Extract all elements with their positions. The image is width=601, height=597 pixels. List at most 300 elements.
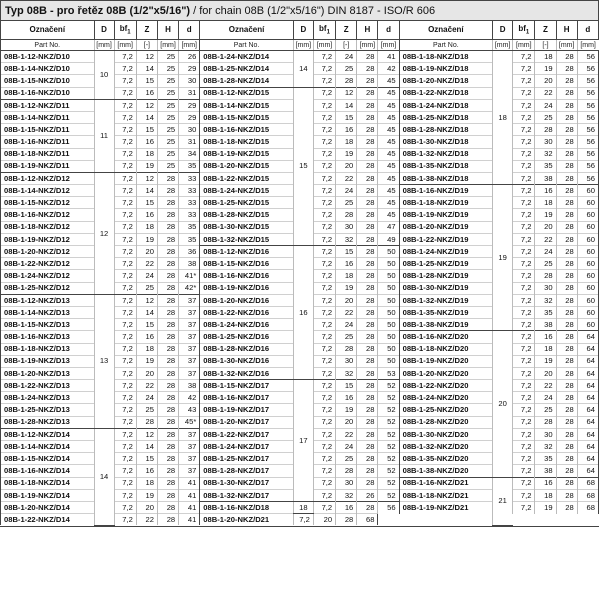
part-number: 08B-1-19-NKZ/D11	[1, 160, 95, 172]
part-number: 08B-1-14-NKZ/D15	[200, 99, 294, 111]
unit-part-no: Part No.	[200, 40, 294, 51]
z-value: 14	[136, 441, 157, 453]
table-title	[0, 0, 599, 20]
z-value: 20	[336, 416, 357, 428]
part-number: 08B-1-18-NKZ/D20	[399, 343, 493, 355]
bore-diameter-group: 18	[293, 501, 313, 513]
bf1-value: 7,2	[313, 489, 335, 501]
part-number: 08B-1-16-NKZ/D17	[200, 392, 294, 404]
part-number: 08B-1-16-NKZ/D15	[200, 124, 294, 136]
z-value: 24	[535, 99, 556, 111]
h-value: 28	[357, 136, 378, 148]
z-value: 16	[535, 477, 556, 489]
d-value: 45	[378, 209, 399, 221]
bf1-value: 7,2	[114, 404, 136, 416]
part-number: 08B-1-35-NKZ/D20	[399, 453, 493, 465]
bf1-value: 7,2	[513, 124, 535, 136]
bf1-value: 7,2	[513, 221, 535, 233]
d-value: 64	[577, 331, 598, 343]
part-number: 08B-1-25-NKZ/D14	[200, 63, 294, 75]
h-value: 28	[556, 185, 577, 197]
bore-diameter-group: 14	[293, 51, 313, 88]
z-value: 30	[535, 136, 556, 148]
h-value: 28	[556, 148, 577, 160]
part-number: 08B-1-24-NKZ/D14	[200, 51, 294, 63]
part-number: 08B-1-22-NKZ/D13	[1, 380, 95, 392]
bf1-value: 7,2	[513, 343, 535, 355]
h-value: 28	[157, 465, 178, 477]
z-value: 15	[136, 75, 157, 87]
z-value: 14	[136, 63, 157, 75]
part-number: 08B-1-14-NKZ/D10	[1, 63, 95, 75]
d-value: 42	[179, 392, 200, 404]
z-value: 32	[535, 294, 556, 306]
d-value: 60	[577, 319, 598, 331]
table-wrapper	[0, 20, 599, 527]
part-number: 08B-1-16-NKZ/D13	[1, 331, 95, 343]
z-value: 24	[336, 185, 357, 197]
part-number: 08B-1-19-NKZ/D18	[399, 63, 493, 75]
h-value: 28	[157, 380, 178, 392]
d-value: 41	[179, 489, 200, 501]
z-value: 25	[336, 197, 357, 209]
part-number: 08B-1-28-NKZ/D15	[200, 209, 294, 221]
d-value: 50	[378, 270, 399, 282]
part-number: 08B-1-22-NKZ/D18	[399, 87, 493, 99]
h-value: 26	[357, 489, 378, 501]
bf1-value: 7,2	[114, 392, 136, 404]
part-number: 08B-1-19-NKZ/D16	[200, 282, 294, 294]
h-value: 28	[556, 465, 577, 477]
z-value: 16	[136, 136, 157, 148]
part-number: 08B-1-25-NKZ/D13	[1, 404, 95, 416]
col-header-h: H	[556, 21, 577, 40]
bf1-value: 7,2	[513, 87, 535, 99]
part-number: 08B-1-12-NKZ/D13	[1, 294, 95, 306]
h-value: 28	[157, 233, 178, 245]
part-number: 08B-1-30-NKZ/D20	[399, 428, 493, 440]
bf1-value: 7,2	[293, 514, 313, 526]
h-value: 28	[157, 197, 178, 209]
h-value: 28	[357, 441, 378, 453]
d-value: 64	[577, 404, 598, 416]
h-value: 28	[556, 501, 577, 513]
h-value: 28	[357, 355, 378, 367]
bf1-value: 7,2	[313, 197, 335, 209]
part-number: 08B-1-19-NKZ/D15	[200, 148, 294, 160]
bf1-value: 7,2	[513, 136, 535, 148]
d-value: 37	[179, 343, 200, 355]
d-value: 33	[179, 185, 200, 197]
part-number: 08B-1-35-NKZ/D19	[399, 306, 493, 318]
d-value: 45	[378, 172, 399, 184]
col-header-d: D	[293, 21, 313, 40]
z-value: 28	[136, 416, 157, 428]
d-value: 37	[179, 319, 200, 331]
part-number: 08B-1-25-NKZ/D19	[399, 258, 493, 270]
bf1-value: 7,2	[114, 428, 136, 440]
h-value: 28	[357, 319, 378, 331]
bf1-value: 7,2	[114, 319, 136, 331]
bf1-value: 7,2	[313, 246, 335, 258]
d-value: 60	[577, 306, 598, 318]
h-value: 28	[556, 221, 577, 233]
h-value: 25	[157, 136, 178, 148]
d-value: 37	[179, 453, 200, 465]
h-value: 25	[157, 51, 178, 63]
part-number: 08B-1-28-NKZ/D20	[399, 416, 493, 428]
h-value: 28	[157, 246, 178, 258]
bf1-value: 7,2	[313, 331, 335, 343]
z-value: 18	[535, 197, 556, 209]
part-number: 08B-1-16-NKZ/D11	[1, 136, 95, 148]
z-value: 28	[336, 465, 357, 477]
part-number: 08B-1-15-NKZ/D15	[200, 111, 294, 123]
unit-h: [mm]	[157, 40, 178, 51]
part-number: 08B-1-28-NKZ/D16	[200, 343, 294, 355]
h-value: 28	[556, 477, 577, 489]
d-value: 64	[577, 441, 598, 453]
d-value: 56	[577, 87, 598, 99]
h-value: 28	[157, 270, 178, 282]
z-value: 20	[136, 246, 157, 258]
bf1-value: 7,2	[513, 270, 535, 282]
d-value: 60	[577, 197, 598, 209]
bf1-value: 7,2	[313, 185, 335, 197]
d-value: 41	[378, 51, 399, 63]
part-number: 08B-1-19-NKZ/D19	[399, 209, 493, 221]
bf1-value: 7,2	[114, 124, 136, 136]
bf1-value: 7,2	[313, 282, 335, 294]
bf1-value: 7,2	[313, 51, 335, 63]
z-value: 18	[336, 270, 357, 282]
col-header-part-no: Označení	[1, 21, 95, 40]
h-value: 28	[157, 282, 178, 294]
part-number: 08B-1-28-NKZ/D17	[200, 465, 294, 477]
h-value: 28	[157, 294, 178, 306]
part-number: 08B-1-38-NKZ/D20	[399, 465, 493, 477]
bf1-value: 7,2	[513, 75, 535, 87]
h-value: 28	[357, 270, 378, 282]
d-value: 45	[378, 111, 399, 123]
h-value: 28	[157, 392, 178, 404]
unit-d: [mm]	[94, 40, 114, 51]
h-value: 28	[556, 233, 577, 245]
h-value: 28	[157, 428, 178, 440]
z-value: 15	[336, 246, 357, 258]
bf1-value: 7,2	[114, 306, 136, 318]
bf1-value: 7,2	[313, 453, 335, 465]
h-value: 28	[357, 75, 378, 87]
bf1-value: 7,2	[513, 185, 535, 197]
bf1-value: 7,2	[313, 258, 335, 270]
z-value: 19	[136, 355, 157, 367]
z-value: 22	[535, 380, 556, 392]
d-value: 56	[577, 136, 598, 148]
part-number: 08B-1-28-NKZ/D14	[200, 75, 294, 87]
subscript: 1	[326, 29, 330, 36]
h-value: 28	[157, 355, 178, 367]
z-value: 30	[535, 428, 556, 440]
bf1-value: 7,2	[313, 124, 335, 136]
h-value: 28	[556, 331, 577, 343]
part-number: 08B-1-19-NKZ/D12	[1, 233, 95, 245]
title-bold: Typ 08B - pro řetěz 08B (1/2"x5/16")	[5, 5, 191, 17]
h-value: 28	[357, 428, 378, 440]
z-value: 19	[336, 404, 357, 416]
part-number: 08B-1-30-NKZ/D16	[200, 355, 294, 367]
part-number: 08B-1-15-NKZ/D16	[200, 258, 294, 270]
h-value: 28	[556, 209, 577, 221]
bf1-value: 7,2	[114, 148, 136, 160]
d-value: 50	[378, 331, 399, 343]
part-number: 08B-1-15-NKZ/D10	[1, 75, 95, 87]
part-number: 08B-1-24-NKZ/D20	[399, 392, 493, 404]
bf1-value: 7,2	[313, 63, 335, 75]
unit-z: [-]	[136, 40, 157, 51]
h-value: 28	[357, 331, 378, 343]
d-value: 34	[179, 148, 200, 160]
h-value: 28	[357, 51, 378, 63]
z-value: 16	[136, 87, 157, 99]
bf1-value: 7,2	[513, 367, 535, 379]
col-header-bore-d: d	[577, 21, 598, 40]
d-value: 35	[179, 221, 200, 233]
d-value: 29	[179, 99, 200, 111]
part-number: 08B-1-30-NKZ/D19	[399, 282, 493, 294]
d-value: 50	[378, 319, 399, 331]
z-value: 12	[336, 87, 357, 99]
part-number: 08B-1-15-NKZ/D14	[1, 453, 95, 465]
h-value: 28	[556, 87, 577, 99]
header-row	[1, 21, 599, 40]
z-value: 20	[136, 501, 157, 513]
z-value: 22	[535, 87, 556, 99]
h-value: 28	[556, 453, 577, 465]
bf1-value: 7,2	[513, 306, 535, 318]
d-value: 52	[378, 428, 399, 440]
d-value: 45	[378, 87, 399, 99]
z-value: 19	[336, 282, 357, 294]
z-value: 20	[535, 221, 556, 233]
bf1-value: 7,2	[313, 221, 335, 233]
bf1-value: 7,2	[513, 501, 535, 513]
h-value: 28	[157, 221, 178, 233]
d-value: 31	[179, 87, 200, 99]
part-number: 08B-1-18-NKZ/D14	[1, 477, 95, 489]
d-value: 37	[179, 367, 200, 379]
d-value: 56	[577, 124, 598, 136]
z-value: 14	[336, 99, 357, 111]
bf1-value: 7,2	[513, 416, 535, 428]
part-number: 08B-1-24-NKZ/D19	[399, 246, 493, 258]
z-value: 24	[136, 270, 157, 282]
d-value: 45	[378, 148, 399, 160]
col-header-z: Z	[535, 21, 556, 40]
part-number: 08B-1-38-NKZ/D18	[399, 172, 493, 184]
h-value: 28	[357, 148, 378, 160]
h-value: 28	[357, 465, 378, 477]
part-number: 08B-1-22-NKZ/D19	[399, 233, 493, 245]
z-value: 22	[535, 233, 556, 245]
z-value: 18	[136, 221, 157, 233]
bf1-value: 7,2	[513, 209, 535, 221]
unit-part-no: Part No.	[1, 40, 95, 51]
part-number: 08B-1-22-NKZ/D14	[1, 514, 95, 526]
bf1-value: 7,2	[114, 221, 136, 233]
unit-z: [-]	[336, 40, 357, 51]
z-value: 16	[336, 258, 357, 270]
bf1-value: 7,2	[114, 367, 136, 379]
h-value: 28	[157, 514, 178, 526]
d-value: 45*	[179, 416, 200, 428]
h-value: 28	[157, 319, 178, 331]
z-value: 22	[136, 514, 157, 526]
part-number: 08B-1-30-NKZ/D15	[200, 221, 294, 233]
h-value: 28	[357, 282, 378, 294]
d-value: 35	[179, 160, 200, 172]
d-value: 45	[378, 197, 399, 209]
d-value: 52	[378, 441, 399, 453]
part-number: 08B-1-20-NKZ/D21	[200, 514, 294, 526]
part-number: 08B-1-12-NKZ/D10	[1, 51, 95, 63]
bf1-value: 7,2	[313, 209, 335, 221]
bf1-value: 7,2	[313, 160, 335, 172]
z-value: 19	[136, 233, 157, 245]
h-value: 28	[357, 124, 378, 136]
part-number: 08B-1-18-NKZ/D13	[1, 343, 95, 355]
h-value: 28	[556, 343, 577, 355]
d-value: 52	[378, 477, 399, 489]
h-value: 28	[157, 185, 178, 197]
d-value: 56	[577, 172, 598, 184]
d-value: 52	[378, 404, 399, 416]
d-value: 43	[179, 404, 200, 416]
part-number: 08B-1-24-NKZ/D17	[200, 441, 294, 453]
d-value: 56	[577, 160, 598, 172]
h-value: 25	[157, 63, 178, 75]
bf1-value: 7,2	[114, 441, 136, 453]
h-value: 28	[357, 172, 378, 184]
bf1-value: 7,2	[114, 380, 136, 392]
z-value: 28	[336, 75, 357, 87]
part-number: 08B-1-14-NKZ/D11	[1, 111, 95, 123]
part-number: 08B-1-16-NKZ/D20	[399, 331, 493, 343]
d-value: 56	[378, 501, 399, 513]
part-number: 08B-1-16-NKZ/D18	[200, 501, 294, 513]
part-number: 08B-1-20-NKZ/D17	[200, 416, 294, 428]
part-number: 08B-1-18-NKZ/D11	[1, 148, 95, 160]
z-value: 14	[136, 185, 157, 197]
h-value: 28	[357, 233, 378, 245]
part-number: 08B-1-12-NKZ/D16	[200, 246, 294, 258]
h-value: 28	[556, 246, 577, 258]
z-value: 15	[136, 453, 157, 465]
h-value: 25	[157, 148, 178, 160]
z-value: 22	[336, 172, 357, 184]
part-number: 08B-1-16-NKZ/D12	[1, 209, 95, 221]
part-number: 08B-1-16-NKZ/D14	[1, 465, 95, 477]
bf1-value: 7,2	[513, 111, 535, 123]
h-value: 28	[357, 111, 378, 123]
part-number: 08B-1-15-NKZ/D11	[1, 124, 95, 136]
z-value: 28	[336, 209, 357, 221]
h-value: 28	[357, 294, 378, 306]
h-value: 28	[157, 404, 178, 416]
h-value: 28	[157, 343, 178, 355]
unit-bf1: [mm]	[313, 40, 335, 51]
d-value: 56	[577, 51, 598, 63]
bf1-value: 7,2	[114, 355, 136, 367]
part-number: 08B-1-18-NKZ/D18	[399, 51, 493, 63]
part-number: 08B-1-15-NKZ/D12	[1, 197, 95, 209]
d-value: 37	[179, 355, 200, 367]
h-value: 28	[157, 172, 178, 184]
part-number: 08B-1-20-NKZ/D16	[200, 294, 294, 306]
d-value: 36	[179, 246, 200, 258]
bf1-value: 7,2	[513, 489, 535, 501]
z-value: 12	[136, 172, 157, 184]
bf1-value: 7,2	[313, 392, 335, 404]
d-value: 37	[179, 294, 200, 306]
part-number: 08B-1-25-NKZ/D15	[200, 197, 294, 209]
z-value: 16	[336, 124, 357, 136]
col-header-part-no: Označení	[200, 21, 294, 40]
h-value: 28	[556, 367, 577, 379]
col-header-d: D	[493, 21, 513, 40]
part-number: 08B-1-14-NKZ/D12	[1, 185, 95, 197]
bf1-value: 7,2	[513, 233, 535, 245]
z-value: 25	[136, 282, 157, 294]
d-value: 50	[378, 294, 399, 306]
d-value: 64	[577, 465, 598, 477]
d-value: 52	[378, 392, 399, 404]
part-number: 08B-1-19-NKZ/D17	[200, 404, 294, 416]
part-number: 08B-1-30-NKZ/D18	[399, 136, 493, 148]
part-number: 08B-1-12-NKZ/D15	[200, 87, 294, 99]
h-value: 28	[556, 428, 577, 440]
bf1-value: 7,2	[313, 428, 335, 440]
h-value: 25	[157, 160, 178, 172]
d-value: 30	[179, 124, 200, 136]
part-number: 08B-1-32-NKZ/D20	[399, 441, 493, 453]
z-value: 18	[535, 343, 556, 355]
bf1-value: 7,2	[114, 87, 136, 99]
bf1-value: 7,2	[114, 99, 136, 111]
d-value: 60	[577, 209, 598, 221]
bore-diameter-group: 18	[493, 51, 513, 185]
bf1-value: 7,2	[313, 75, 335, 87]
bf1-value: 7,2	[313, 367, 335, 379]
z-value: 30	[535, 282, 556, 294]
unit-bore-d: [mm]	[577, 40, 598, 51]
h-value: 25	[157, 111, 178, 123]
z-value: 38	[535, 465, 556, 477]
bf1-value: 7,2	[114, 477, 136, 489]
z-value: 14	[136, 306, 157, 318]
part-number: 08B-1-14-NKZ/D14	[1, 441, 95, 453]
z-value: 28	[535, 270, 556, 282]
h-value: 28	[357, 99, 378, 111]
d-value: 60	[577, 246, 598, 258]
part-number: 08B-1-30-NKZ/D17	[200, 477, 294, 489]
d-value: 50	[378, 246, 399, 258]
bore-diameter-group: 12	[94, 172, 114, 294]
bf1-value: 7,2	[513, 160, 535, 172]
bf1-value: 7,2	[513, 51, 535, 63]
z-value: 15	[136, 197, 157, 209]
h-value: 28	[556, 136, 577, 148]
